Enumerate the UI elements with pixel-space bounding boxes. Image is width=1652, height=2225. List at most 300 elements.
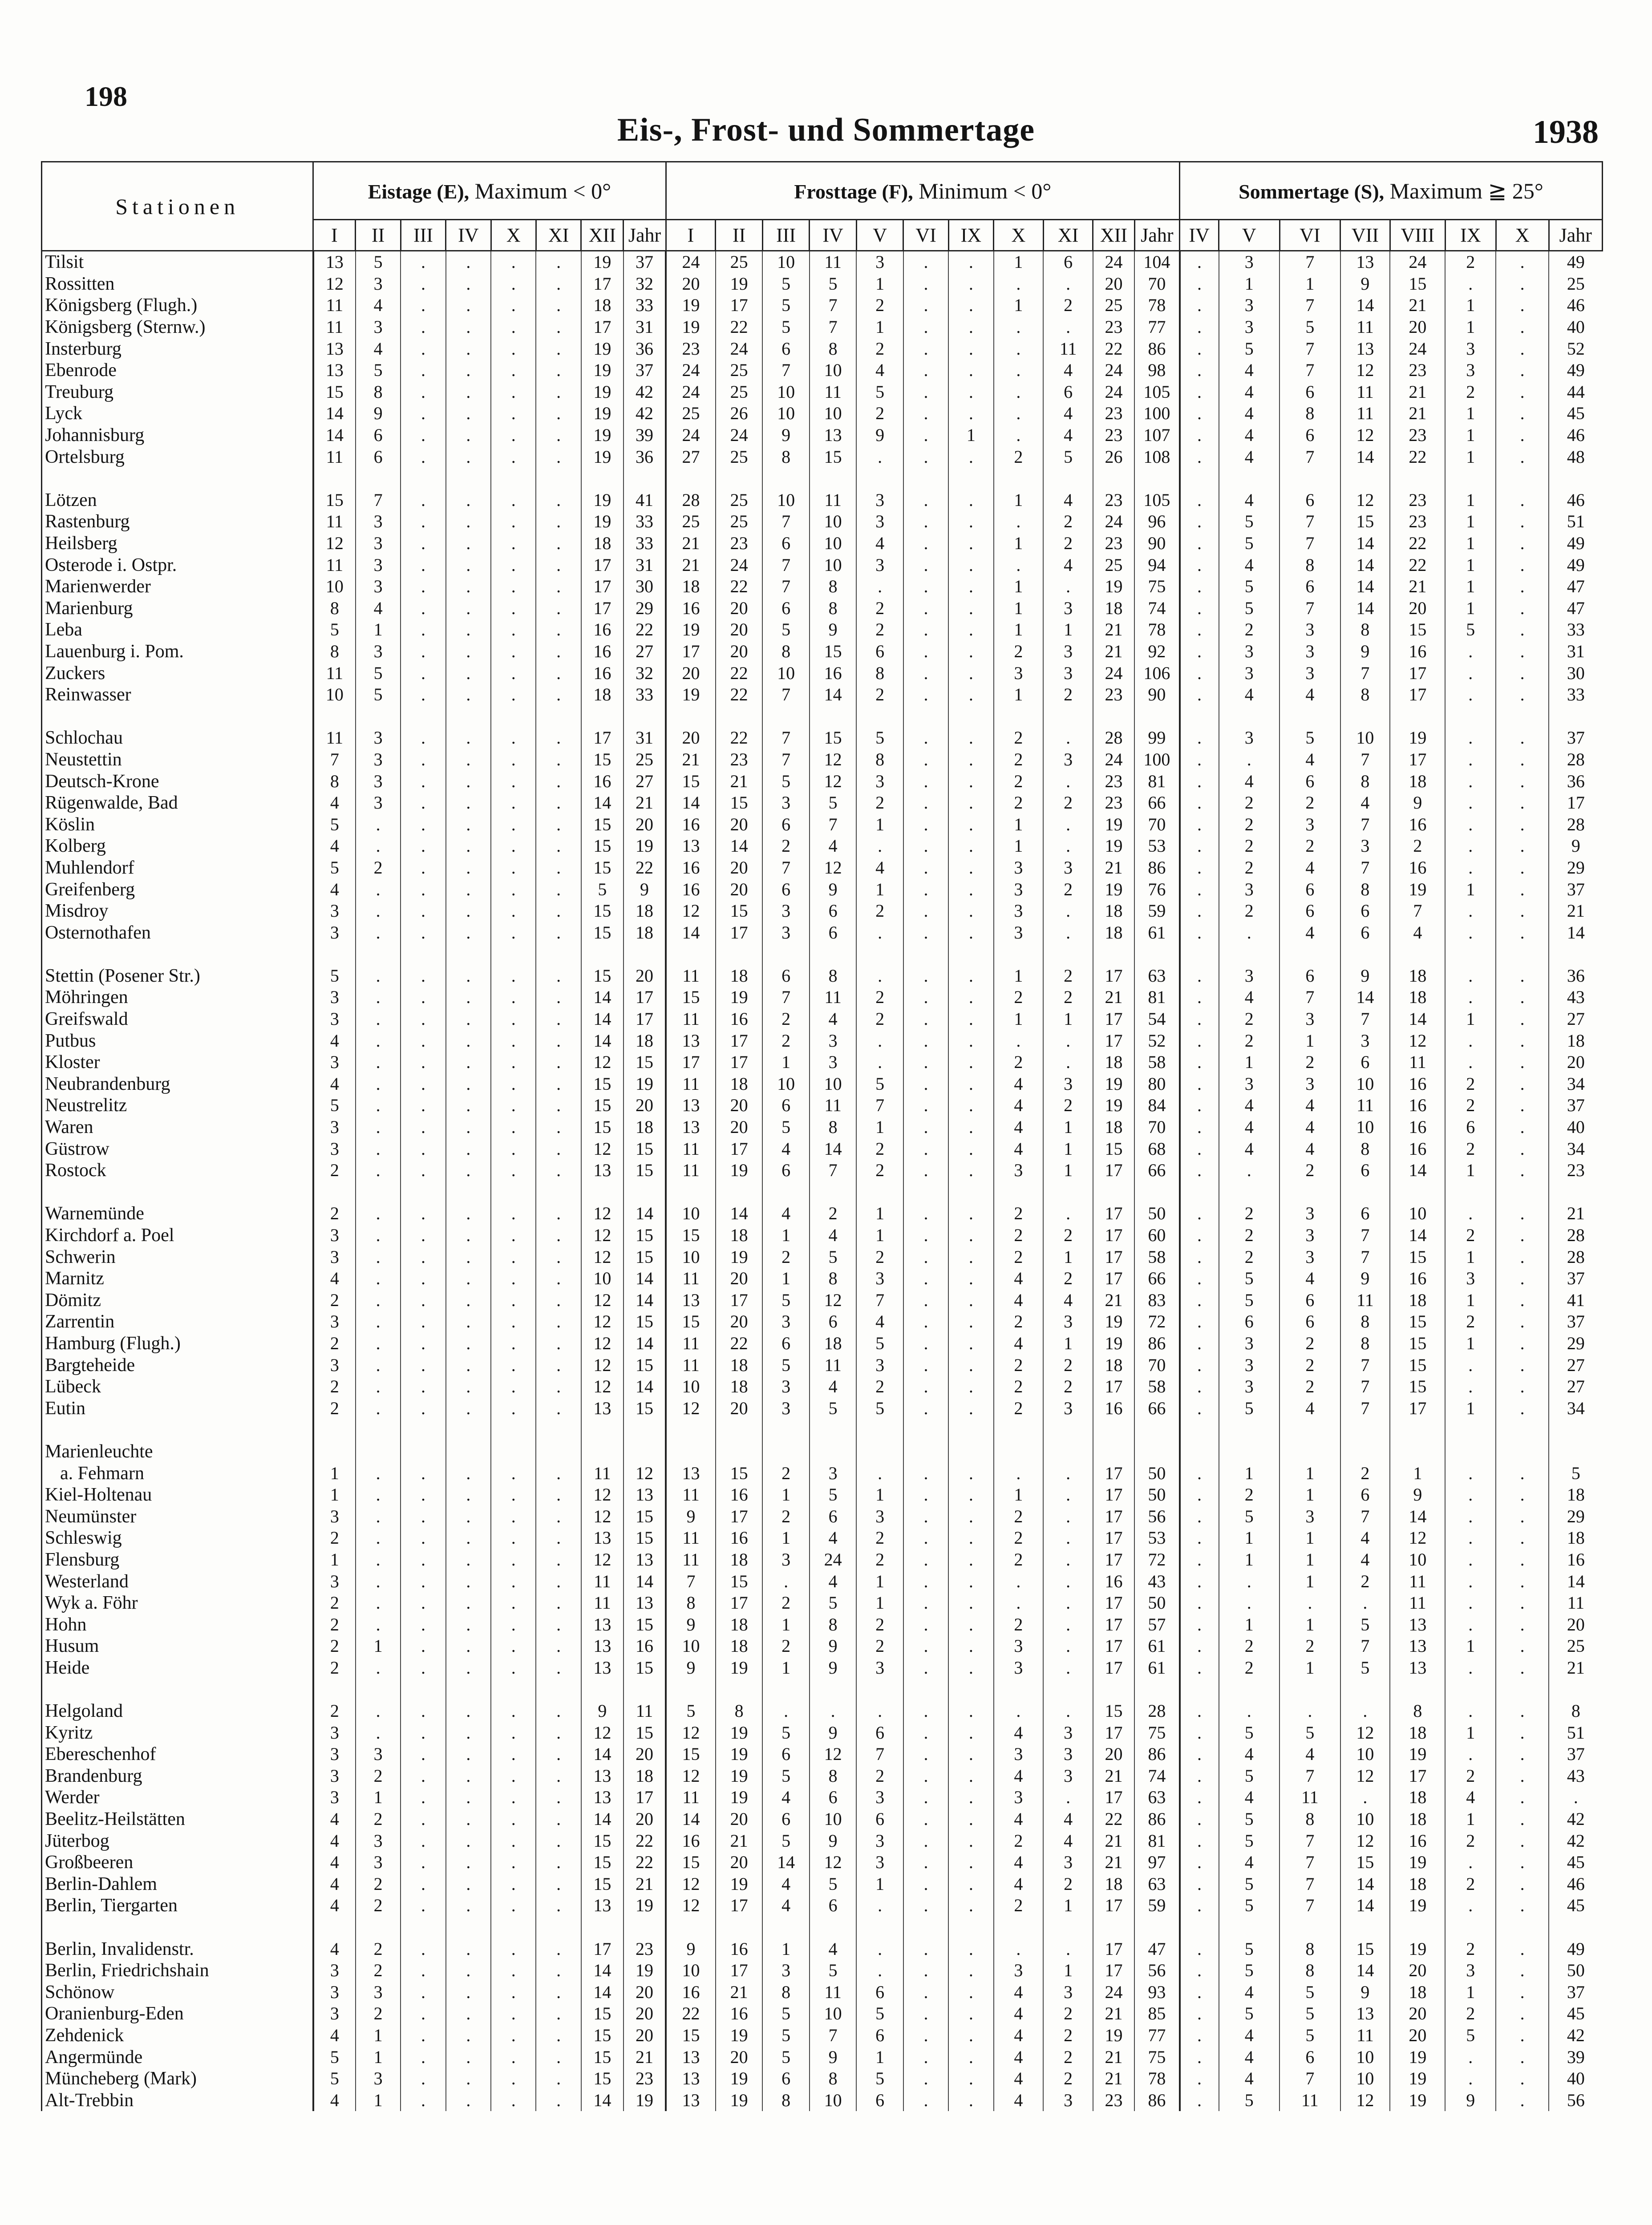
value-cell: . [1180,1982,1219,2003]
value-cell: 11 [1549,1592,1602,1614]
value-cell: . [536,425,581,446]
value-cell: 8 [856,749,903,771]
value-cell: 22 [716,1333,763,1355]
station-name [42,338,313,360]
value-cell: 23 [1093,770,1134,792]
value-cell: . [401,965,445,987]
spacer-cell [948,468,993,490]
value-cell: . [491,316,536,338]
value-cell: . [1496,1982,1549,2003]
value-cell: . [401,273,445,295]
value-cell: . [856,922,903,943]
value-cell [856,1441,903,1463]
value-cell: 2 [856,1549,903,1571]
value-cell: 19 [1093,576,1134,598]
value-cell: . [948,1722,993,1744]
spacer-cell [536,468,581,490]
value-cell: 20 [666,727,716,749]
value-cell: 3 [762,792,810,814]
value-cell: . [1496,662,1549,684]
value-cell: 10 [810,554,857,576]
table-row [42,727,1603,749]
value-cell: . [903,403,948,425]
value-cell: . [356,1592,401,1614]
value-cell: . [491,900,536,922]
value-cell: 4 [1043,360,1093,381]
value-cell: 5 [1279,2003,1340,2025]
value-cell: 4 [1279,1095,1340,1117]
value-cell: 14 [581,1030,624,1052]
station-label: Berlin, Invalidenstr. [45,1938,194,1959]
spacer-cell [1043,1917,1093,1938]
value-cell: 14 [1340,533,1390,554]
value-cell: 17 [581,1938,624,1960]
value-cell: 11 [1340,316,1390,338]
value-cell: 43 [1134,1570,1180,1592]
value-cell: 49 [1549,360,1602,381]
value-cell: 2 [356,2003,401,2025]
value-cell: . [491,1246,536,1268]
value-cell: . [401,1592,445,1614]
value-cell [1549,1441,1602,1463]
value-cell: 9 [581,1700,624,1722]
value-cell: 78 [1134,619,1180,641]
value-cell: 6 [762,598,810,619]
value-cell: 2 [356,1765,401,1787]
value-cell: 3 [856,770,903,792]
value-cell: . [903,1376,948,1398]
value-cell: . [446,1938,491,1960]
value-cell: . [536,1787,581,1808]
value-cell: 16 [666,598,716,619]
value-cell: . [1496,1787,1549,1808]
station-name [42,1895,313,1917]
value-cell: 10 [666,1246,716,1268]
value-cell: 15 [581,1073,624,1095]
value-cell: . [903,490,948,511]
value-cell: 17 [1093,1895,1134,1917]
value-cell: 20 [716,813,763,835]
value-cell: 2 [994,1203,1044,1225]
spacer-cell [1043,705,1093,727]
table-row [42,1354,1603,1376]
value-cell: 8 [1340,619,1390,641]
value-cell: 18 [1093,900,1134,922]
value-cell: . [356,1268,401,1290]
value-cell: 2 [1043,965,1093,987]
value-cell: . [446,1354,491,1376]
value-cell: 11 [666,1527,716,1549]
station-label: Königsberg (Sternw.) [45,317,206,338]
value-cell: 15 [1390,273,1445,295]
value-cell: . [948,533,993,554]
value-cell: 20 [716,1117,763,1138]
value-cell: 21 [624,2046,666,2068]
value-cell: 6 [1279,900,1340,922]
value-cell: 2 [1445,1095,1496,1117]
value-cell: . [356,1333,401,1355]
value-cell: 22 [1390,533,1445,554]
value-cell: 52 [1134,1030,1180,1052]
table-row [42,2003,1603,2025]
month-header: IV [810,220,857,251]
value-cell: 5 [856,727,903,749]
value-cell: . [1496,1808,1549,1830]
value-cell: 9 [810,1722,857,1744]
value-cell: . [856,1462,903,1484]
value-cell: . [1496,1484,1549,1506]
value-cell: . [903,857,948,879]
value-cell: . [1496,554,1549,576]
value-cell: 3 [1219,727,1280,749]
month-header: II [356,220,401,251]
value-cell: . [446,1982,491,2003]
value-cell: . [1180,1052,1219,1073]
value-cell: . [491,1030,536,1052]
value-cell: . [1180,1960,1219,1982]
spacer-cell [666,943,716,965]
value-cell: 6 [1279,2046,1340,2068]
value-cell: 31 [624,727,666,749]
value-cell: . [446,641,491,663]
station-label: Greifenberg [45,879,135,900]
value-cell: 2 [1219,792,1280,814]
value-cell: 3 [1219,662,1280,684]
value-cell: . [1180,987,1219,1008]
value-cell: . [903,1138,948,1160]
table-row [42,1095,1603,1117]
value-cell: 2 [313,1592,356,1614]
value-cell: 7 [1340,1246,1390,1268]
value-cell: . [762,1570,810,1592]
value-cell: 78 [1134,295,1180,316]
value-cell: 8 [810,576,857,598]
value-cell: 86 [1134,1808,1180,1830]
value-cell: . [536,1505,581,1527]
value-cell: 19 [624,1895,666,1917]
value-cell: 14 [624,1290,666,1311]
spacer-cell [994,705,1044,727]
value-cell: 3 [313,1765,356,1787]
value-cell: 39 [624,425,666,446]
value-cell: . [1496,1635,1549,1657]
value-cell: . [356,1376,401,1398]
value-cell: 1 [1445,576,1496,598]
value-cell: 3 [856,1505,903,1527]
value-cell: 20 [666,273,716,295]
value-cell: . [1496,533,1549,554]
value-cell: . [1180,403,1219,425]
value-cell: . [401,1830,445,1852]
value-cell: . [536,2089,581,2111]
value-cell: 15 [624,1138,666,1160]
value-cell: 15 [624,1052,666,1073]
value-cell: 90 [1134,533,1180,554]
group-spacer-row [42,468,1603,490]
value-cell: . [1496,2003,1549,2025]
value-cell: 7 [810,1160,857,1181]
value-cell: . [856,835,903,857]
value-cell: . [401,533,445,554]
table-row [42,1592,1603,1614]
value-cell: 40 [1549,2068,1602,2090]
spacer-cell [401,468,445,490]
value-cell: 28 [1549,749,1602,771]
value-cell: 54 [1134,1008,1180,1030]
table-row [42,1744,1603,1765]
value-cell: . [401,835,445,857]
value-cell: . [856,1938,903,1960]
station-label: Kirchdorf a. Poel [45,1225,174,1246]
value-cell: 5 [1219,1505,1280,1527]
value-cell: . [536,1376,581,1398]
value-cell: 20 [1390,1960,1445,1982]
value-cell: 19 [666,684,716,706]
value-cell: 15 [1390,1333,1445,1355]
value-cell: . [903,1203,948,1225]
value-cell: . [1043,835,1093,857]
station-label: Schlochau [45,728,123,748]
value-cell: 13 [1390,1614,1445,1635]
station-name [42,1787,313,1808]
value-cell: . [948,1376,993,1398]
value-cell: 17 [581,554,624,576]
value-cell: 18 [1390,1722,1445,1744]
spacer-cell [624,1181,666,1203]
value-cell: . [491,1722,536,1744]
value-cell: 14 [581,792,624,814]
value-cell: 21 [1093,1852,1134,1873]
value-cell: . [903,273,948,295]
value-cell: . [446,922,491,943]
value-cell: 17 [716,1290,763,1311]
value-cell: . [1180,1117,1219,1138]
value-cell: 13 [666,1290,716,1311]
value-cell: 6 [1340,1203,1390,1225]
value-cell: . [1043,1462,1093,1484]
spacer-cell [1219,705,1280,727]
value-cell: 3 [762,1397,810,1419]
value-cell: 4 [856,857,903,879]
value-cell: . [446,1376,491,1398]
value-cell: 1 [313,1462,356,1484]
value-cell: . [903,878,948,900]
spacer-cell [903,1181,948,1203]
value-cell: 4 [1219,2025,1280,2047]
spacer-cell [581,1917,624,1938]
value-cell [1219,1441,1280,1463]
value-cell: . [994,273,1044,295]
value-cell: 15 [716,900,763,922]
value-cell: . [903,1462,948,1484]
table-row [42,835,1603,857]
value-cell: 9 [810,878,857,900]
value-cell: . [491,987,536,1008]
value-cell: . [491,965,536,987]
station-name [42,1960,313,1982]
value-cell: . [491,1073,536,1095]
value-cell: 2 [856,338,903,360]
value-cell: 25 [1093,295,1134,316]
value-cell: 16 [666,1830,716,1852]
station-name [42,749,313,771]
value-cell: . [491,403,536,425]
value-cell: . [1219,922,1280,943]
value-cell: 20 [716,2046,763,2068]
spacer-cell [1219,1419,1280,1441]
value-cell: . [1496,1938,1549,1960]
value-cell: . [1180,1138,1219,1160]
value-cell: 15 [666,770,716,792]
value-cell: 23 [1093,792,1134,814]
spacer-cell [401,1917,445,1938]
value-cell: . [446,511,491,533]
value-cell: 15 [666,1225,716,1246]
value-cell: 25 [716,251,763,273]
value-cell: 46 [1549,425,1602,446]
value-cell: 10 [666,1960,716,1982]
value-cell: 2 [1043,511,1093,533]
spacer-cell [994,1419,1044,1441]
value-cell: 17 [1390,684,1445,706]
value-cell: 7 [762,857,810,879]
table-row [42,1505,1603,1527]
value-cell: 2 [856,1527,903,1549]
value-cell: 15 [624,1225,666,1246]
value-cell: 19 [716,1246,763,1268]
value-cell: 5 [762,1290,810,1311]
table-row [42,749,1603,771]
value-cell: 5 [1219,1938,1280,1960]
value-cell: . [446,2003,491,2025]
value-cell: 5 [356,662,401,684]
value-cell: . [536,1462,581,1484]
value-cell: . [401,770,445,792]
station-label: Leba [45,619,82,640]
value-cell: . [903,922,948,943]
value-cell: . [903,446,948,468]
station-label: Ebereschenhof [45,1744,156,1765]
value-cell: . [948,684,993,706]
value-cell: . [903,2046,948,2068]
spacer-cell [624,705,666,727]
value-cell: . [356,1657,401,1679]
value-cell: . [446,1549,491,1571]
value-cell: 4 [994,1117,1044,1138]
value-cell: 2 [1279,1354,1340,1376]
value-cell: 4 [1279,684,1340,706]
station-label: Rostock [45,1160,106,1181]
spacer-cell [810,1181,857,1203]
value-cell: . [446,2089,491,2111]
value-cell: 4 [762,1138,810,1160]
value-cell: 17 [1093,1657,1134,1679]
value-cell: 1 [994,576,1044,598]
value-cell: . [1496,1333,1549,1355]
table-row [42,295,1603,316]
value-cell: 21 [1093,1830,1134,1852]
value-cell: . [1445,2046,1496,2068]
value-cell: . [903,1787,948,1808]
spacer-cell [624,468,666,490]
value-cell [762,1441,810,1463]
value-cell: 10 [1340,1808,1390,1830]
value-cell: . [903,1030,948,1052]
value-cell: 21 [1093,987,1134,1008]
value-cell: 9 [1340,641,1390,663]
value-cell: 17 [1093,1527,1134,1549]
value-cell: . [994,1700,1044,1722]
value-cell: 72 [1134,1549,1180,1571]
table-row [42,1311,1603,1333]
value-cell: 10 [762,403,810,425]
value-cell: 5 [1219,1765,1280,1787]
value-cell: . [401,1376,445,1398]
value-cell: . [446,857,491,879]
value-cell: 18 [1093,1354,1134,1376]
spacer-cell [1496,1419,1549,1441]
spacer-cell [1549,1679,1602,1700]
value-cell: 15 [581,922,624,943]
value-cell: 2 [1219,1008,1280,1030]
value-cell: . [401,338,445,360]
value-cell: . [1445,1549,1496,1571]
value-cell: 13 [1340,338,1390,360]
value-cell: 6 [762,1333,810,1355]
value-cell: . [948,1527,993,1549]
value-cell: 5 [856,1397,903,1419]
value-cell: 5 [762,316,810,338]
value-cell: 2 [1043,1268,1093,1290]
value-cell: 3 [1340,835,1390,857]
value-cell: 17 [716,295,763,316]
value-cell: 4 [1043,1830,1093,1852]
value-cell: 10 [313,576,356,598]
value-cell: . [446,1895,491,1917]
value-cell: 12 [810,1852,857,1873]
value-cell: 90 [1134,684,1180,706]
spacer-cell [666,1181,716,1203]
value-cell: 2 [856,987,903,1008]
table-row [42,360,1603,381]
spacer-cell [356,1181,401,1203]
value-cell: 52 [1549,338,1602,360]
value-cell: 84 [1134,1095,1180,1117]
spacer-cell [581,468,624,490]
value-cell: . [401,1938,445,1960]
table-row [42,1895,1603,1917]
value-cell: 21 [716,770,763,792]
value-cell: 8 [856,662,903,684]
spacer-cell [1279,468,1340,490]
value-cell: 8 [810,2068,857,2090]
value-cell: 5 [313,813,356,835]
value-cell: 12 [810,770,857,792]
value-cell: . [536,2068,581,2090]
value-cell: 5 [313,2046,356,2068]
value-cell: . [994,316,1044,338]
value-cell: . [948,1095,993,1117]
value-cell: 3 [356,273,401,295]
value-cell: 4 [810,1376,857,1398]
value-cell: 18 [716,1376,763,1398]
value-cell: 15 [1340,1852,1390,1873]
station-label: Husum [45,1636,99,1657]
value-cell: . [948,1873,993,1895]
value-cell: 30 [624,576,666,598]
value-cell: 17 [624,987,666,1008]
value-cell: . [1496,1527,1549,1549]
